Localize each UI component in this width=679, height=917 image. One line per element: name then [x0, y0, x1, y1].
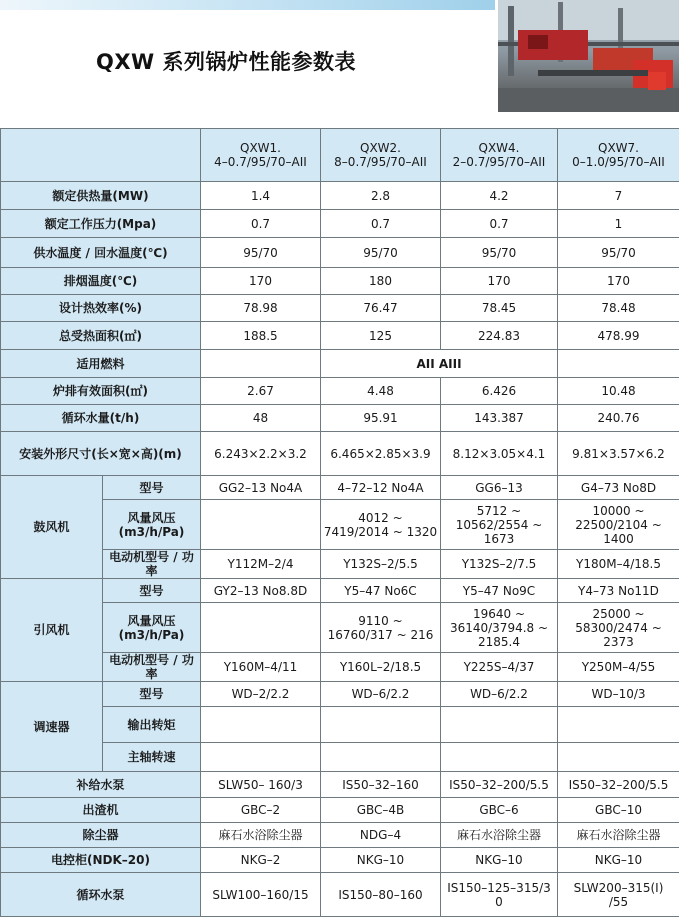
cell: 4012 ~ 7419/2014 ~ 1320 — [321, 500, 441, 550]
cell: 9.81×3.57×6.2 — [558, 432, 679, 476]
header-band — [0, 0, 495, 10]
row-label: 总受热面积(㎡) — [1, 322, 201, 350]
cell — [321, 707, 441, 743]
cell: NKG–2 — [201, 848, 321, 873]
cell: GG2–13 No4A — [201, 476, 321, 500]
row-label: 安装外形尺寸(长×宽×高)(m) — [1, 432, 201, 476]
table-row — [1, 500, 679, 550]
cell: Y160M–4/11 — [201, 653, 321, 682]
cell: 0.7 — [321, 210, 441, 238]
cell: 19640 ~ 36140/3794.8 ~ 2185.4 — [441, 603, 558, 653]
row-label: 设计热效率(%) — [1, 295, 201, 322]
row-label: 型号 — [103, 476, 201, 500]
row-label: 额定工作压力(Mpa) — [1, 210, 201, 238]
cell: GBC–6 — [441, 798, 558, 823]
cell: 4–72–12 No4A — [321, 476, 441, 500]
cell: 48 — [201, 405, 321, 432]
cell — [558, 350, 679, 378]
cell: 224.83 — [441, 322, 558, 350]
table-row — [1, 476, 679, 500]
cell: IS150–80–160 — [321, 873, 441, 917]
cell: Y180M–4/18.5 — [558, 550, 679, 579]
table-row — [1, 405, 679, 432]
row-label: 额定供热量(MW) — [1, 182, 201, 210]
table-row — [1, 378, 679, 405]
col-header-qxw1: QXW1. 4–0.7/95/70–AII — [201, 129, 321, 182]
table-row — [1, 743, 679, 772]
cell: 1.4 — [201, 182, 321, 210]
cell: 188.5 — [201, 322, 321, 350]
cell: 125 — [321, 322, 441, 350]
boiler-photo — [496, 0, 679, 112]
row-label: 排烟温度(℃) — [1, 268, 201, 295]
table-header-row — [1, 129, 679, 182]
cell: 7 — [558, 182, 679, 210]
group-label-fan: 鼓风机 — [1, 476, 103, 579]
cell: 76.47 — [321, 295, 441, 322]
table-row — [1, 350, 679, 378]
cell: Y225S–4/37 — [441, 653, 558, 682]
cell: Y250M–4/55 — [558, 653, 679, 682]
cell — [321, 743, 441, 772]
cell: GBC–10 — [558, 798, 679, 823]
cell: Y160L–2/18.5 — [321, 653, 441, 682]
cell: 0.7 — [201, 210, 321, 238]
cell: 麻石水浴除尘器 — [441, 823, 558, 848]
cell: 180 — [321, 268, 441, 295]
col-header-qxw7: QXW7. 0–1.0/95/70–AII — [558, 129, 679, 182]
cell — [441, 743, 558, 772]
page-title: QXW 系列锅炉性能参数表 — [96, 46, 356, 76]
cell — [558, 707, 679, 743]
row-label: 电动机型号 / 功率 — [103, 653, 201, 682]
cell: 95.91 — [321, 405, 441, 432]
row-label: 型号 — [103, 579, 201, 603]
cell: WD–10/3 — [558, 682, 679, 707]
cell: Y4–73 No11D — [558, 579, 679, 603]
cell: Y5–47 No9C — [441, 579, 558, 603]
cell — [201, 350, 321, 378]
table-row — [1, 268, 679, 295]
cell: 78.45 — [441, 295, 558, 322]
cell: 478.99 — [558, 322, 679, 350]
cell: NKG–10 — [441, 848, 558, 873]
cell: 4.48 — [321, 378, 441, 405]
table-row — [1, 873, 679, 917]
row-label: 循环水量(t/h) — [1, 405, 201, 432]
table-row — [1, 432, 679, 476]
boiler-spec-table — [0, 128, 679, 917]
table-row — [1, 682, 679, 707]
cell — [441, 707, 558, 743]
cell: 6.243×2.2×3.2 — [201, 432, 321, 476]
cell: 麻石水浴除尘器 — [201, 823, 321, 848]
cell: G4–73 No8D — [558, 476, 679, 500]
cell: 95/70 — [441, 238, 558, 268]
cell: IS50–32–200/5.5 — [558, 772, 679, 798]
cell: 0.7 — [441, 210, 558, 238]
cell: IS50–32–200/5.5 — [441, 772, 558, 798]
col-header-qxw2: QXW2. 8–0.7/95/70–AII — [321, 129, 441, 182]
cell: 170 — [201, 268, 321, 295]
table-row — [1, 579, 679, 603]
cell: 25000 ~ 58300/2474 ~ 2373 — [558, 603, 679, 653]
row-label: 出渣机 — [1, 798, 201, 823]
group-label-governor: 调速器 — [1, 682, 103, 772]
cell: 95/70 — [321, 238, 441, 268]
row-label: 适用燃料 — [1, 350, 201, 378]
row-label: 供水温度 / 回水温度(℃) — [1, 238, 201, 268]
row-label: 风量风压 (m3/h/Pa) — [103, 603, 201, 653]
cell: 4.2 — [441, 182, 558, 210]
cell: 8.12×3.05×4.1 — [441, 432, 558, 476]
cell: 170 — [558, 268, 679, 295]
table-row — [1, 210, 679, 238]
cell: 2.8 — [321, 182, 441, 210]
cell: SLW200–315(I) /55 — [558, 873, 679, 917]
page-header — [0, 0, 679, 128]
cell: 78.48 — [558, 295, 679, 322]
row-label: 炉排有效面积(㎡) — [1, 378, 201, 405]
row-label: 主轴转速 — [103, 743, 201, 772]
cell: WD–6/2.2 — [321, 682, 441, 707]
cell: Y132S–2/5.5 — [321, 550, 441, 579]
cell: IS150–125–315/3 0 — [441, 873, 558, 917]
cell: 10.48 — [558, 378, 679, 405]
table-row — [1, 772, 679, 798]
cell: SLW100–160/15 — [201, 873, 321, 917]
fuel-merged-cell: AII AIII — [321, 350, 558, 378]
cell — [201, 707, 321, 743]
cell — [201, 500, 321, 550]
cell: GG6–13 — [441, 476, 558, 500]
cell: SLW50– 160/3 — [201, 772, 321, 798]
cell: GY2–13 No8.8D — [201, 579, 321, 603]
cell — [201, 603, 321, 653]
cell: 5712 ~ 10562/2554 ~ 1673 — [441, 500, 558, 550]
group-label-induced: 引风机 — [1, 579, 103, 682]
row-label: 补给水泵 — [1, 772, 201, 798]
cell: 170 — [441, 268, 558, 295]
cell: Y112M–2/4 — [201, 550, 321, 579]
cell — [201, 743, 321, 772]
table-row — [1, 322, 679, 350]
row-label: 电动机型号 / 功率 — [103, 550, 201, 579]
cell: 10000 ~ 22500/2104 ~ 1400 — [558, 500, 679, 550]
cell: WD–6/2.2 — [441, 682, 558, 707]
corner-cell — [1, 129, 201, 182]
cell: WD–2/2.2 — [201, 682, 321, 707]
cell: 6.426 — [441, 378, 558, 405]
cell: 1 — [558, 210, 679, 238]
row-label: 循环水泵 — [1, 873, 201, 917]
cell: Y132S–2/7.5 — [441, 550, 558, 579]
table-row — [1, 823, 679, 848]
cell: 240.76 — [558, 405, 679, 432]
table-row — [1, 798, 679, 823]
cell: 麻石水浴除尘器 — [558, 823, 679, 848]
cell: GBC–2 — [201, 798, 321, 823]
table-row — [1, 707, 679, 743]
col-header-qxw4: QXW4. 2–0.7/95/70–AII — [441, 129, 558, 182]
cell: 9110 ~ 16760/317 ~ 216 — [321, 603, 441, 653]
row-label: 电控柜(NDK–20) — [1, 848, 201, 873]
table-row — [1, 603, 679, 653]
cell: NDG–4 — [321, 823, 441, 848]
table-row — [1, 238, 679, 268]
cell: 78.98 — [201, 295, 321, 322]
cell — [558, 743, 679, 772]
cell: GBC–4B — [321, 798, 441, 823]
table-row — [1, 295, 679, 322]
cell: 2.67 — [201, 378, 321, 405]
row-label: 风量风压 (m3/h/Pa) — [103, 500, 201, 550]
row-label: 除尘器 — [1, 823, 201, 848]
cell: IS50–32–160 — [321, 772, 441, 798]
cell: 143.387 — [441, 405, 558, 432]
cell: 95/70 — [558, 238, 679, 268]
cell: NKG–10 — [558, 848, 679, 873]
row-label: 型号 — [103, 682, 201, 707]
cell: Y5–47 No6C — [321, 579, 441, 603]
row-label: 输出转矩 — [103, 707, 201, 743]
cell: 95/70 — [201, 238, 321, 268]
cell: NKG–10 — [321, 848, 441, 873]
table-row — [1, 653, 679, 682]
table-row — [1, 182, 679, 210]
table-row — [1, 848, 679, 873]
table-row — [1, 550, 679, 579]
cell: 6.465×2.85×3.9 — [321, 432, 441, 476]
